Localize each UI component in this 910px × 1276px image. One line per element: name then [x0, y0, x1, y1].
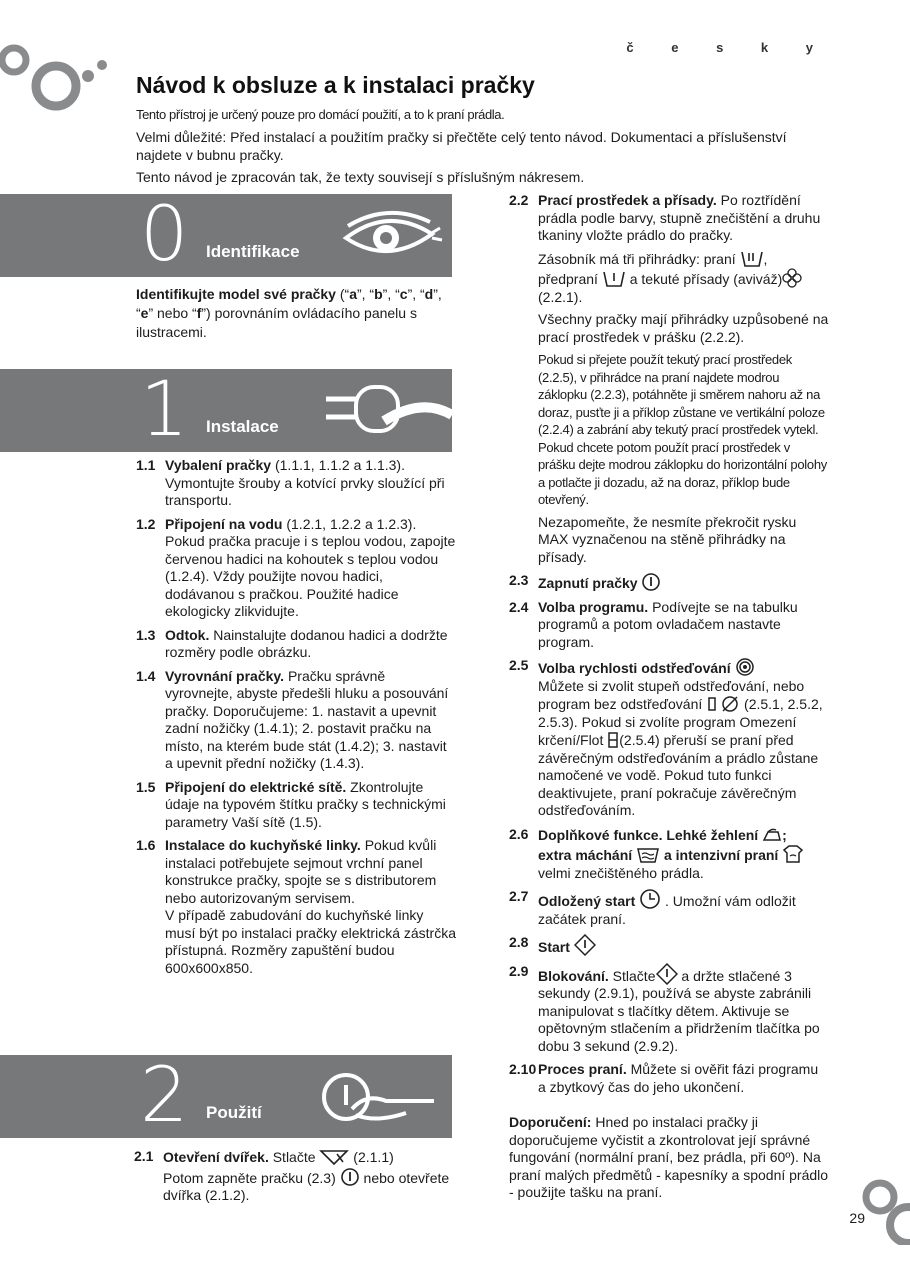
language-label: č e s k y: [626, 40, 830, 55]
start-icon: [656, 963, 678, 985]
section-label: Použití: [206, 1103, 262, 1122]
section-1-header: [0, 364, 452, 453]
list-item: 1.1 Vybalení pračky (1.1.1, 1.1.2 a 1.1.3). Vymontujte šrouby a kotvící prvky sloužící při transportu.: [136, 457, 445, 508]
section-number: 2: [140, 1050, 189, 1139]
section-label: Identifikace: [206, 242, 300, 261]
intro-text: [136, 106, 836, 190]
prewash-compartment-icon: [602, 270, 626, 288]
power-icon: [340, 1167, 360, 1187]
start-icon: [574, 934, 596, 956]
section-number: 0: [140, 189, 189, 278]
section-0-header: [0, 189, 452, 278]
identification-text: Identifikujte model své pračky (“a”, “b”, “c”, “d”, “e” nebo “f”) porovnáním ovládacího panelu s ilustracemi.: [136, 286, 442, 340]
list-item: 2.2 Prací prostředek a přísady. Po roztřídění prádla podle barvy, stupně znečištění a druhu tkaniny vložte prádlo do pračky. Zásobník má tři přihrádky: praní , předpraní a tekuté přísady (aviváž) (2.2.1). Všechny pračky mají přihrádky uzpůsobené na prací prostředek v prášku (2.2.2). Pokud si přejete použít tekutý prací prostředek (2.2.5), v přihrádce na praní najdete modrou záklopku (2.2.3), potáhněte ji směrem nahoru až na doraz, pusťte ji a příklop zůstane ve vertikální poloze (2.2.4) a zabrání aby tekutý prací prostředek vytekl. Pokud chcete potom použít prací prostředek v prášku dejte modrou záklopku do horizontální polohy a potlačte ji dozadu, až na doraz, příklop bude otevřený. Nezapomeňte, že nesmíte překročit rysku MAX vyznačenou na stěně přihrádky na přísady.: [509, 192, 829, 565]
no-spin-icon: [706, 695, 740, 713]
plug-icon: [322, 377, 452, 443]
list-item: 2.9 Blokování. Stlačte a držte stlačené 3 sekundy (2.9.1), používá se abyste zabránili manipulovat s tlačítky dětem. Aktivuje se opětovným stlačením a přidržením tlačítka po dobu 3 sekund (2.9.2).: [509, 962, 820, 1054]
page-number: 29: [849, 1210, 865, 1226]
clock-icon: [639, 888, 661, 910]
eye-icon: [338, 204, 444, 268]
section-2-header: [0, 1050, 452, 1139]
list-item: 2.7 Odložený start . Umožní vám odložit začátek praní.: [509, 888, 796, 927]
spin-icon: [735, 657, 755, 677]
list-item: 2.8 Start: [509, 934, 829, 957]
install-list: [136, 457, 456, 983]
list-item: 1.3 Odtok. Nainstalujte dodanou hadici a dodržte rozměry podle obrázku.: [136, 626, 448, 660]
use-list: [509, 192, 829, 1102]
list-item: 1.2 Připojení na vodu (1.2.1, 1.2.2 a 1.2.3). Pokud pračka pracuje i s teplou vodou, zapojte červenou hadici na kohoutek s teplou vodou (1.2.4). Vždy použijte novou hadici, dodávanou s pračkou. Použité hadice ekologicky zlikvidujte.: [136, 515, 456, 619]
recommendation: Doporučení: Hned po instalaci pračky ji doporučujeme vyčistit a zkontrolovat její správné fungování (normální praní, bez prádla, při 60º). Na praní malých předmětů - kapesníky a spodní prádlo - použijte tašku na praní.: [509, 1114, 829, 1200]
intro-line: Tento přístroj je určený pouze pro domácí použití, a to k praní prádla.: [136, 107, 505, 122]
list-item: 2.10 Proces praní. Můžete si ověřit fázi programu a zbytkový čas do jeho ukončení.: [509, 1061, 819, 1095]
list-item: 2.4 Volba programu. Podívejte se na tabulku programů a potom ovladačem nastavte program.: [509, 598, 798, 650]
intro-line: Tento návod je zpracován tak, že texty souvisejí s příslušným nákresem.: [136, 169, 585, 185]
list-item: 1.4 Vyrovnání pračky. Pračku správně vyrovnejte, abyste předešli hluku a posouvání pračky. Doporučujeme: 1. nastavit a upevnit zadní nožičky (1.4.1); 2. postavit pračku na místo, na kterém bude stát (1.4.2); 3. nastavit a upevnit přední nožičky (1.4.3).: [136, 667, 449, 771]
list-item: 2.6 Doplňkové funkce. Lehké žehlení ; extra máchání a intenzivní praní velmi znečištěného prádla.: [509, 826, 829, 883]
section-label: Instalace: [206, 417, 279, 436]
extra-rinse-icon: [636, 846, 660, 864]
door-open-icon: [319, 1148, 349, 1166]
anti-crease-icon: [607, 731, 619, 749]
logo-circles-corner-icon: [858, 1175, 910, 1245]
wash-compartment-icon: [740, 250, 764, 268]
list-item: 1.5 Připojení do elektrické sítě. Zkontrolujte údaje na typovém štítku pračky s technickými parametry Vaší sítě (1.5).: [136, 778, 446, 830]
easy-iron-icon: [762, 826, 782, 844]
section-number: 1: [140, 364, 189, 453]
page-title: Návod k obsluze a k instalaci pračky: [136, 72, 535, 98]
list-item: 2.1 Otevření dvířek. Stlačte (2.1.1) Potom zapněte pračku (2.3) nebo otevřete dvířka (2.1.2).: [134, 1148, 450, 1203]
list-item: 1.6 Instalace do kuchyňské linky. Pokud kvůli instalaci potřebujete sejmout vrchní panel konstrukce pračky, spojte se s distributorem nebo autorizovaným servisem. V případě zabudování do kuchyňské linky musí být po instalaci pračky elektrická zástrčka přístupná. Rozměry zapuštění budou 600x600x850.: [136, 837, 456, 976]
intro-line: Velmi důležité: Před instalací a použitím pračky si přečtěte celý tento návod. Dokumentaci a příslušenství najdete v bubnu pračky.: [136, 129, 787, 163]
use-2-1: [134, 1148, 454, 1211]
intensive-wash-icon: [782, 844, 804, 864]
logo-circles-icon: [0, 38, 110, 113]
finger-press-icon: [316, 1065, 436, 1131]
list-item: 2.3 Zapnutí pračky: [509, 572, 829, 593]
power-icon: [641, 572, 661, 592]
softener-flower-icon: [782, 268, 802, 288]
list-item: 2.5 Volba rychlosti odstřeďování Můžete si zvolit stupeň odstřeďování, nebo program bez odstřeďování (2.5.1, 2.5.2, 2.5.3). Pokud si zvolíte program Omezení krčení/Flot (2.5.4) přeruší se praní před závěrečným odstřeďováním a prádlo zůstane namočené ve vodě. Pokud tuto funkci deaktivujete, praní pokračuje závěrečným odstřeďováním.: [509, 657, 823, 818]
